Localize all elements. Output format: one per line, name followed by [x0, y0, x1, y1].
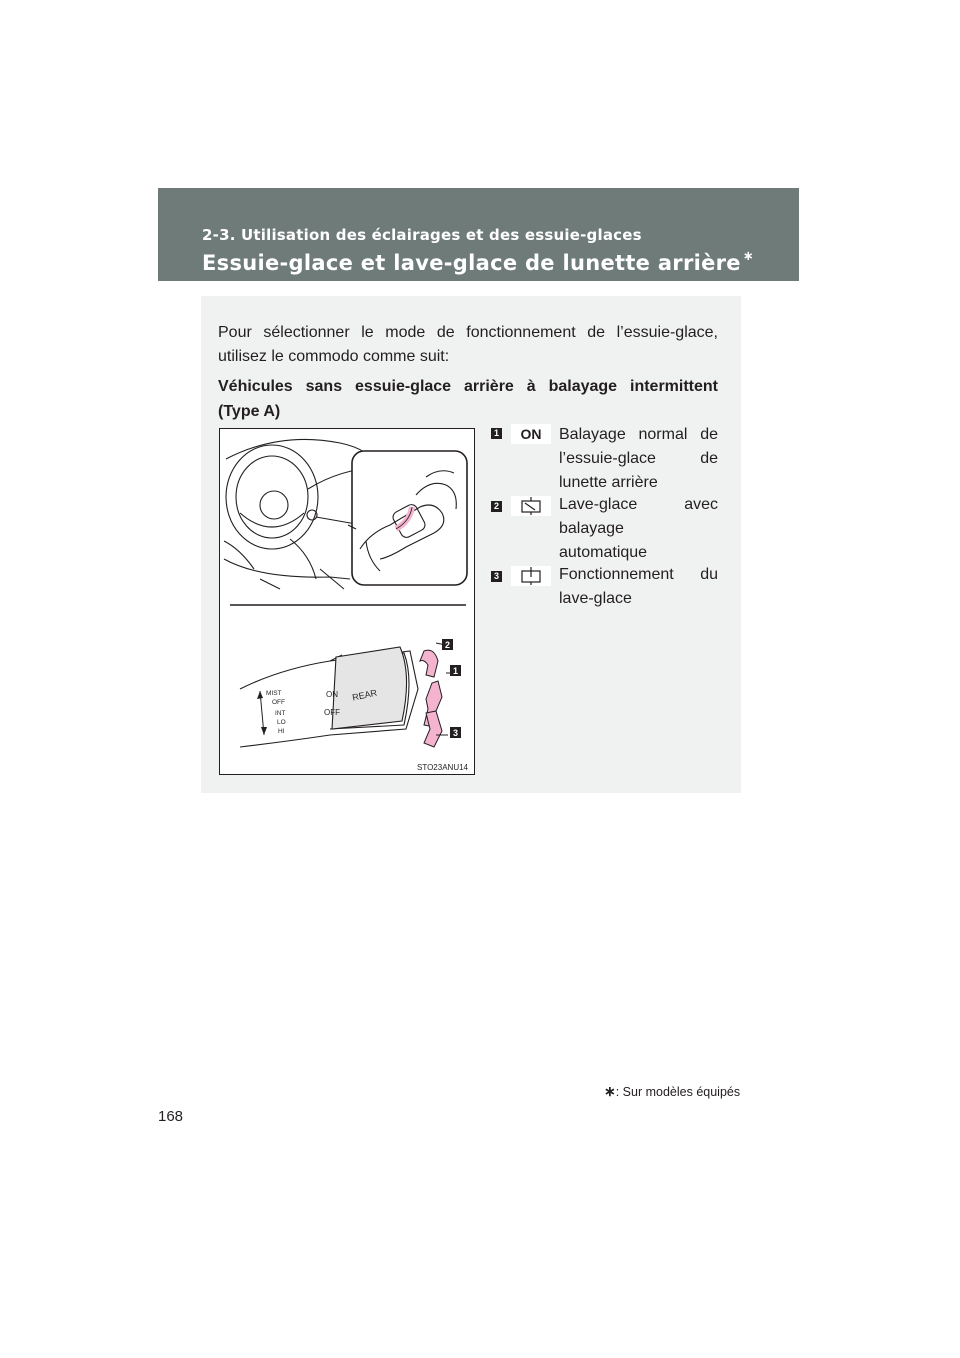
- label-rear-on: ON: [326, 690, 338, 699]
- footnote: [604, 1083, 740, 1100]
- rear-wiper-washer-icon: [511, 496, 551, 516]
- item-2-line-1: Lave-glace avec: [559, 496, 718, 513]
- item-2-line-2: balayage: [559, 520, 624, 537]
- section-label: 2-3. Utilisation des éclairages et des essuie-glaces: [202, 226, 642, 244]
- item-description-2: [559, 493, 718, 565]
- item-2-line-3: automatique: [559, 544, 648, 561]
- figure-code: STO23ANU14: [417, 763, 468, 772]
- item-3-line-1: Fonctionnement du: [559, 566, 718, 583]
- callout-badge-2: 2: [444, 640, 451, 650]
- illustration-drawing: [220, 429, 474, 774]
- on-key-label: ON: [511, 424, 551, 444]
- subheading: [218, 374, 718, 424]
- callout-badge-3: 3: [452, 728, 459, 738]
- intro-paragraph: [218, 321, 718, 369]
- item-badge-1: 1: [491, 428, 502, 439]
- item-badge-2: 2: [491, 501, 502, 512]
- page-title-text: Essuie-glace et lave-glace de lunette arrière: [202, 251, 741, 275]
- item-description-3: [559, 563, 718, 611]
- title-footnote-mark: ∗: [742, 249, 755, 264]
- callout-badge-1: 1: [452, 666, 459, 676]
- item-description-1: [559, 423, 718, 495]
- intro-line-1: Pour sélectionner le mode de fonctionnement de l’essuie-glace,: [218, 324, 718, 341]
- label-rear-off: OFF: [324, 708, 340, 717]
- wiper-switch-illustration: [219, 428, 475, 775]
- label-off: OFF: [272, 699, 285, 706]
- subheading-line-2: (Type A): [218, 403, 281, 420]
- item-1-line-3: lunette arrière: [559, 474, 658, 491]
- rear-washer-icon: [511, 566, 551, 586]
- callout-arrow-2: [420, 650, 438, 677]
- page-title: [202, 251, 754, 275]
- intro-line-2: utilisez le commodo comme suit:: [218, 348, 450, 365]
- item-1-line-2: l’essuie-glace de: [559, 450, 718, 467]
- label-hi: HI: [278, 728, 285, 735]
- item-badge-3: 3: [491, 571, 502, 582]
- label-int: INT: [275, 710, 286, 717]
- callout-arrow-3: [424, 711, 442, 747]
- label-mist: MIST: [266, 690, 282, 697]
- item-3-line-2: lave-glace: [559, 590, 632, 607]
- page-number: 168: [158, 1108, 184, 1125]
- label-rear: REAR: [351, 687, 378, 703]
- item-1-line-1: Balayage normal de: [559, 426, 718, 443]
- label-lo: LO: [277, 719, 286, 726]
- footnote-mark: ∗: [604, 1083, 616, 1099]
- subheading-line-1: Véhicules sans essuie-glace arrière à balayage intermittent: [218, 378, 718, 395]
- footnote-text: : Sur modèles équipés: [615, 1085, 741, 1099]
